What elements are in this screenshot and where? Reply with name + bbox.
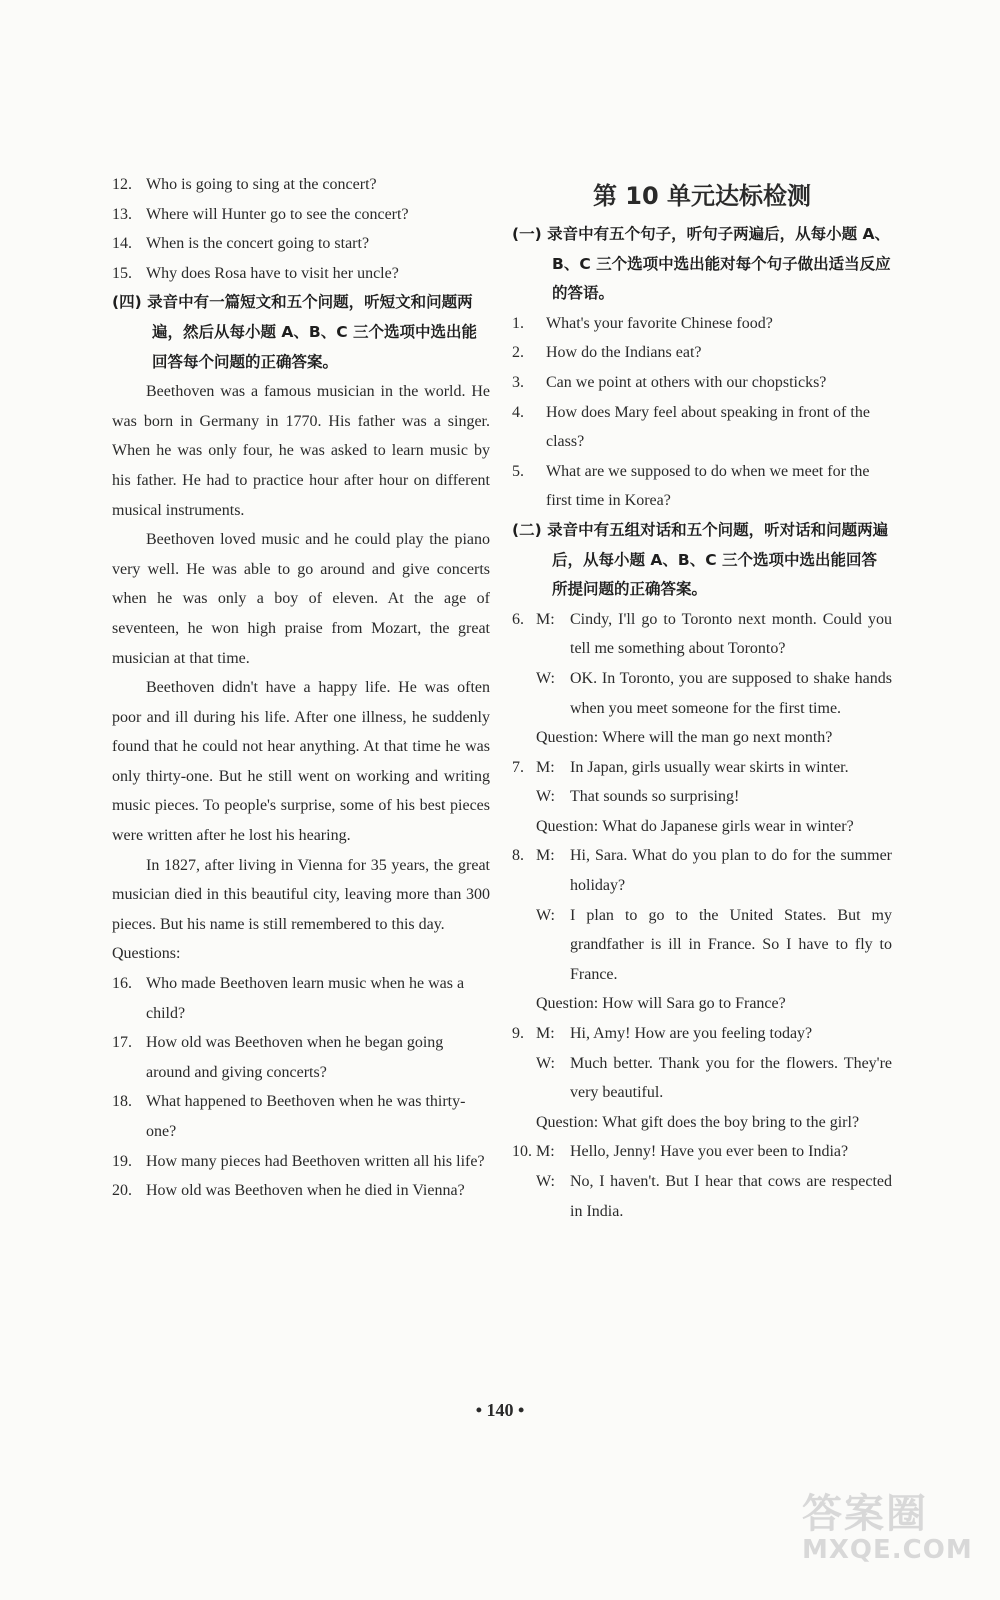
speaker-text: Cindy, I'll go to Toronto next month. Could you tell me something about Toronto? [570, 610, 892, 658]
speaker-label: M: [536, 758, 555, 776]
dialogue-body [536, 605, 892, 753]
speaker-text: Much better. Thank you for the flowers. They're very beautiful. [570, 1054, 892, 1102]
speaker-label: W: [536, 906, 555, 924]
speaker-w-line [536, 664, 892, 723]
right-column [512, 170, 892, 1226]
question-text: What gift does the boy bring to the girl? [602, 1113, 860, 1131]
speaker-label: W: [536, 788, 555, 806]
question-number: 3. [512, 373, 524, 391]
dialogue-item [512, 1019, 892, 1137]
question-text: How many pieces had Beethoven written all his life? [146, 1152, 485, 1170]
question-number: 2. [512, 344, 524, 362]
question-text: What are we supposed to do when we meet for the first time in Korea? [546, 462, 870, 510]
question-text: Who is going to sing at the concert? [146, 176, 377, 193]
watermark-logo [802, 1491, 973, 1565]
speaker-w-line [536, 901, 892, 990]
question-list-16-20 [112, 969, 490, 1206]
question-text: What happened to Beethoven when he was thirty-one? [146, 1093, 466, 1140]
speaker-label: W: [536, 1173, 555, 1190]
question-item [512, 368, 892, 398]
question-text: Who made Beethoven learn music when he was a child? [146, 975, 465, 1022]
question-number: 20. [112, 1182, 132, 1200]
section-2-instructions: (二) 录音中有五组对话和五个问题，听对话和问题两遍后，从每小题 A、B、C 三个选项中选出能回答所提问题的正确答案。 [512, 520, 889, 599]
speaker-label: M: [536, 847, 555, 865]
dialogue-number: 6. [512, 610, 524, 628]
speaker-text: Hello, Jenny! Have you ever been to India? [570, 1143, 849, 1161]
left-column [112, 170, 490, 1206]
question-item [112, 200, 490, 230]
question-text: How will Sara go to France? [602, 995, 786, 1013]
speaker-text: Hi, Sara. What do you plan to do for the summer holiday? [570, 847, 892, 895]
question-text: When is the concert going to start? [146, 235, 370, 253]
question-label: Question: [536, 817, 599, 835]
speaker-text: That sounds so surprising! [570, 788, 740, 806]
passage-paragraph: Beethoven loved music and he could play the piano very well. He was able to go around and give concerts when he was only a boy of eleven. At the age of seventeen, he won high praise from Mozart, the great musician at that time. [112, 531, 490, 667]
speaker-label: M: [536, 1025, 555, 1043]
dialogue-question [536, 1108, 892, 1138]
dialogue-body [536, 1019, 892, 1137]
question-text: What do Japanese girls wear in winter? [602, 817, 854, 835]
question-number: 15. [112, 264, 132, 282]
question-item [112, 259, 490, 289]
question-number: 14. [112, 235, 132, 253]
question-text: How old was Beethoven when he began going around and giving concerts? [146, 1034, 444, 1081]
dialogue-list-6-10 [512, 605, 892, 1226]
speaker-w-line [536, 782, 892, 812]
speaker-label: W: [536, 1054, 555, 1072]
speaker-m-line [536, 1137, 892, 1167]
dialogue-item [512, 605, 892, 753]
question-text: Can we point at others with our chopsticks? [546, 373, 827, 391]
dialogue-body [536, 753, 892, 842]
questions-label: Questions: [112, 945, 181, 963]
passage [112, 377, 490, 939]
speaker-text: Hi, Amy! How are you feeling today? [570, 1025, 813, 1043]
question-label: Question: [536, 1113, 599, 1131]
dialogue-item [512, 753, 892, 842]
question-label: Question: [536, 729, 599, 747]
question-list-12-15 [112, 170, 490, 288]
dialogue-item [512, 841, 892, 1019]
question-item [112, 1028, 490, 1087]
dialogue-number: 9. [512, 1025, 524, 1043]
question-item [512, 398, 892, 457]
question-number: 13. [112, 205, 132, 223]
question-item [112, 1176, 490, 1206]
sentence-list-1-5 [512, 309, 892, 516]
dialogue-question [536, 723, 892, 753]
question-item [112, 1147, 490, 1177]
speaker-label: M: [536, 610, 555, 628]
speaker-text: I plan to go to the United States. But my grandfather is ill in France. So I have to fly to France. [570, 906, 892, 983]
dialogue-body [536, 1137, 892, 1226]
speaker-m-line [536, 1019, 892, 1049]
question-item [512, 457, 892, 516]
question-number: 16. [112, 975, 132, 993]
question-item [112, 170, 490, 200]
dialogue-number: 8. [512, 847, 524, 865]
passage-paragraph: Beethoven didn't have a happy life. He was often poor and ill during his life. After one illness, he suddenly found that he could not hear anything. At that time he was only thirty-one. But he still went on working and writing music pieces. To people's surprise, some of his best pieces were written after he lost his hearing. [112, 679, 490, 845]
question-item [112, 1087, 490, 1146]
question-item [112, 229, 490, 259]
dialogue-question [536, 812, 892, 842]
speaker-m-line [536, 841, 892, 900]
dialogue-question [536, 989, 892, 1019]
question-text: How do the Indians eat? [546, 344, 702, 362]
question-number: 19. [112, 1152, 132, 1170]
question-item [112, 969, 490, 1028]
speaker-label: M: [536, 1143, 555, 1161]
section-4-instructions: (四) 录音中有一篇短文和五个问题，听短文和问题两遍，然后从每小题 A、B、C 三个选项中选出能回答每个问题的正确答案。 [112, 293, 477, 371]
passage-paragraph: In 1827, after living in Vienna for 35 years, the great musician died in this beautiful city, leaving more than 300 pieces. But his name is still remembered to this day. [112, 856, 490, 933]
speaker-text: OK. In Toronto, you are supposed to shake hands when you meet someone for the first time. [570, 669, 892, 717]
question-text: Why does Rosa have to visit her uncle? [146, 264, 399, 282]
question-item [512, 309, 892, 339]
question-text: Where will Hunter go to see the concert? [146, 205, 409, 223]
question-text: How does Mary feel about speaking in front of the class? [546, 403, 870, 451]
question-text: What's your favorite Chinese food? [546, 314, 773, 332]
question-number: 5. [512, 462, 524, 480]
passage-paragraph: Beethoven was a famous musician in the world. He was born in Germany in 1770. His father was a singer. When he was only four, he was asked to learn music by his father. He had to practice hour after hour on different musical instruments. [112, 383, 490, 519]
speaker-m-line [536, 753, 892, 783]
speaker-w-line [536, 1167, 892, 1226]
question-number: 18. [112, 1093, 132, 1111]
question-number: 17. [112, 1034, 132, 1052]
dialogue-number: 10. [512, 1143, 532, 1161]
dialogue-body [536, 841, 892, 1019]
question-number: 4. [512, 403, 524, 421]
watermark-bottom: MXQE.COM [802, 1535, 973, 1565]
speaker-label: W: [536, 669, 555, 687]
question-item [512, 338, 892, 368]
question-label: Question: [536, 995, 599, 1013]
question-text: How old was Beethoven when he died in Vienna? [146, 1182, 465, 1200]
section-1-instructions: (一) 录音中有五个句子，听句子两遍后，从每小题 A、B、C 三个选项中选出能对每个句子做出适当反应的答语。 [512, 225, 891, 303]
dialogue-number: 7. [512, 758, 524, 776]
dialogue-item [512, 1137, 892, 1226]
question-text: Where will the man go next month? [602, 729, 833, 747]
page-number: • 140 • [475, 1400, 525, 1420]
question-number: 12. [112, 176, 132, 193]
speaker-text: In Japan, girls usually wear skirts in winter. [570, 758, 849, 776]
watermark-top: 答案圈 [802, 1491, 928, 1537]
speaker-w-line [536, 1049, 892, 1108]
speaker-m-line [536, 605, 892, 664]
question-number: 1. [512, 314, 524, 332]
speaker-text: No, I haven't. But I hear that cows are respected in India. [570, 1173, 892, 1220]
unit-title: 第 10 单元达标检测 [592, 182, 812, 210]
